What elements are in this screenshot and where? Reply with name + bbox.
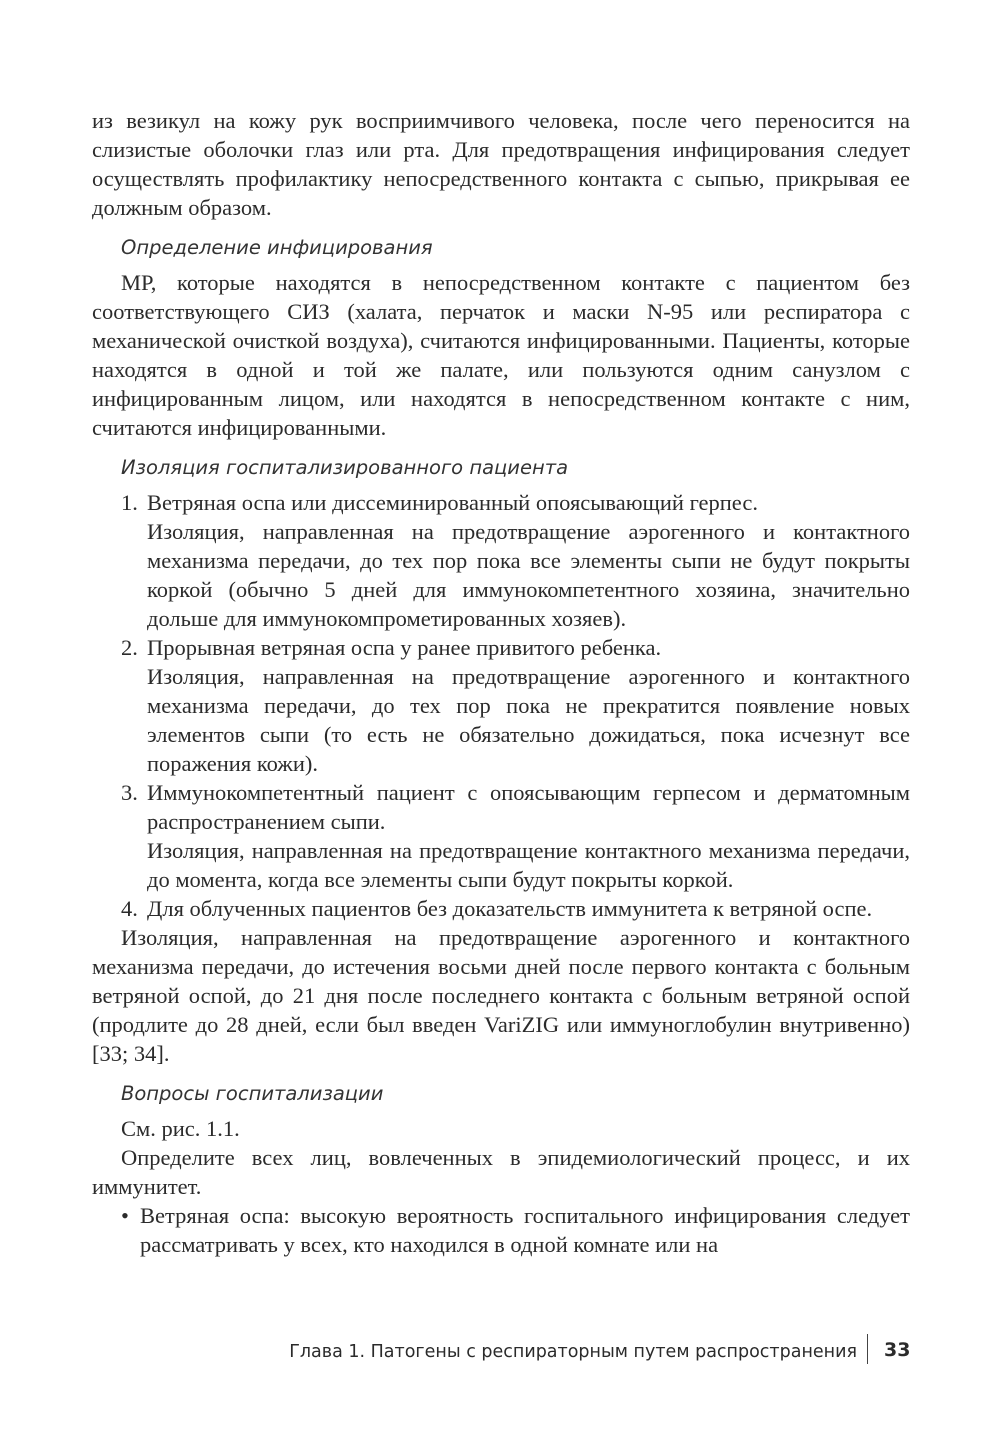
section-heading-infection: Определение инфицирования	[121, 236, 433, 259]
isolation-list	[92, 488, 910, 923]
infection-paragraph: МР, которые находятся в непосредственном контакте с пациентом без соответствующего СИЗ (халата, перчаток и маски N-95 или респиратора с механической очисткой воздуха), считаются инфицированными. Пациенты, которые находятся в одной и той же палате, или пользуются одним санузлом с инфицированным лицом, или находятся в непосредственном контакте с ним, считаются инфицированными.	[92, 270, 910, 440]
bullet-item	[92, 1201, 910, 1259]
list-item	[92, 633, 910, 778]
list-item-body: Изоляция, направленная на предотвращение аэрогенного и контактного механизма передачи, до тех пор пока все элементы сыпи не будут покрыты коркой (обычно 5 дней для иммунокомпетентного хозяина, значительно дольше для иммунокомпрометированных хозяев).	[147, 519, 910, 631]
bullet-text: Ветряная оспа: высокую вероятность госпитального инфицирования следует рассматривать у всех, кто находился в одной комнате или на	[140, 1203, 910, 1257]
chapter-title: Глава 1. Патогены с респираторным путем распространения	[289, 1342, 857, 1362]
list-item-title: Иммунокомпетентный пациент с опоясывающим герпесом и дерматомным распространением сыпи.	[147, 780, 910, 834]
isolation-closing-paragraph: Изоляция, направленная на предотвращение аэрогенного и контактного механизма передачи, до истечения восьми дней после первого контакта с больным ветряной оспой, до 21 дня после последнего контакта с больным ветряной оспой (продлите до 28 дней, если был введен VariZIG или иммуноглобулин внутривенно) [33; 34].	[92, 925, 910, 1066]
list-item-number: 1.	[121, 490, 138, 515]
list-item-title: Прорывная ветряная оспа у ранее привитого ребенка.	[147, 635, 662, 660]
page-content	[92, 106, 910, 1259]
list-item	[92, 894, 910, 923]
page-footer	[0, 1334, 1000, 1364]
list-item	[92, 778, 910, 894]
list-item-number: 3.	[121, 780, 138, 805]
hospital-paragraph: Определите всех лиц, вовлеченных в эпидемиологический процесс, и их иммунитет.	[92, 1145, 910, 1199]
list-item-body: Изоляция, направленная на предотвращение аэрогенного и контактного механизма передачи, до тех пор пока не прекратится появление новых элементов сыпи (то есть не обязательно дожидаться, пока исчезнут все поражения кожи).	[147, 664, 910, 776]
list-item-number: 4.	[121, 896, 138, 921]
bullet-mark: •	[121, 1203, 129, 1228]
section-heading-hospital: Вопросы госпитализации	[121, 1082, 384, 1105]
list-item-body: Изоляция, направленная на предотвращение контактного механизма передачи, до момента, когда все элементы сыпи будут покрыты коркой.	[147, 838, 910, 892]
list-item-title: Ветряная оспа или диссеминированный опоясывающий герпес.	[147, 490, 758, 515]
list-item	[92, 488, 910, 633]
section-heading-isolation: Изоляция госпитализированного пациента	[121, 456, 569, 479]
figure-reference: См. рис. 1.1.	[121, 1116, 240, 1141]
continued-paragraph: из везикул на кожу рук восприимчивого человека, после чего переносится на слизистые оболочки глаз или рта. Для предотвращения инфицирования следует осуществлять профилактику непосредственного контакта с сыпью, прикрывая ее должным образом.	[92, 108, 910, 220]
page-number: 33	[884, 1339, 911, 1361]
list-item-title: Для облученных пациентов без доказательств иммунитета к ветряной оспе.	[147, 896, 873, 921]
footer-divider	[867, 1334, 868, 1364]
list-item-number: 2.	[121, 635, 138, 660]
